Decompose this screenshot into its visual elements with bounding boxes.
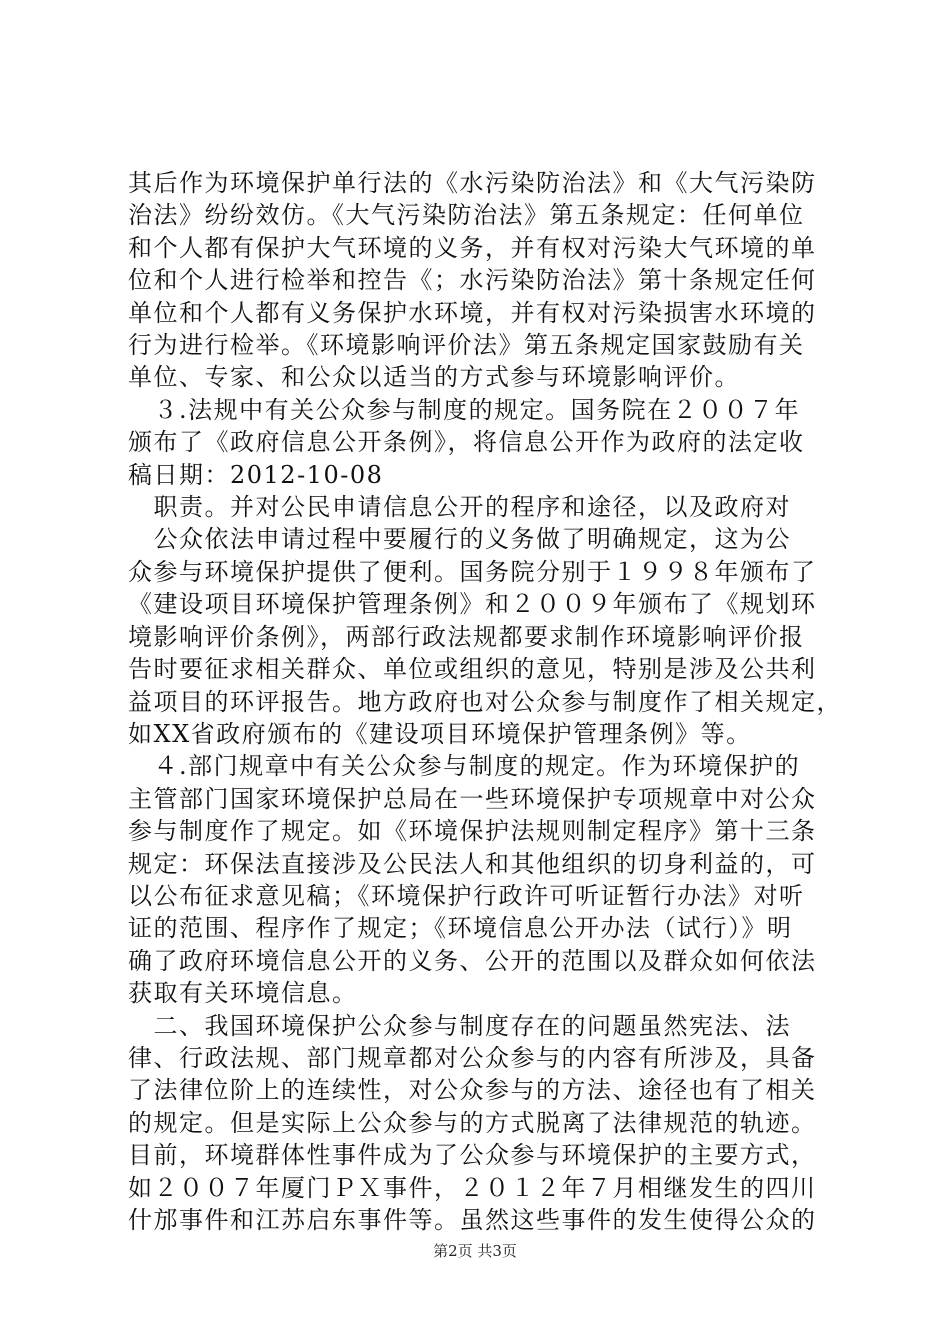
text-line: 职责。并对公民申请信息公开的程序和途径，以及政府对 [128,493,791,521]
text-line: 主管部门国家环境保护总局在一些环境保护专项规章中对公众 [128,785,817,813]
text-line: 了法律位阶上的连续性，对公众参与的方法、途径也有了相关 [128,1076,817,1104]
text-line: 获取有关环境信息。 [128,979,358,1007]
text-line: 什邡事件和江苏启东事件等。虽然这些事件的发生使得公众的 [128,1206,817,1234]
text-line: 如XX省政府颁布的《建设项目环境保护管理条例》等。 [128,720,752,748]
text-line: 境影响评价条例》，两部行政法规都要求制作环境影响评价报 [128,623,805,651]
text-line: 以公布征求意见稿；《环境保护行政许可听证暂行办法》对听 [128,882,805,910]
text-line: 行为进行检举。《环境影响评价法》第五条规定国家鼓励有关 [128,331,805,359]
text-line: 其后作为环境保护单行法的《水污染防治法》和《大气污染防 [128,169,817,197]
text-line: 规定：环保法直接涉及公民法人和其他组织的切身利益的，可 [128,850,817,878]
text-line: 公众依法申请过程中要履行的义务做了明确规定，这为公 [128,525,791,553]
text-line: 告时要征求相关群众、单位或组织的意见，特别是涉及公共利 [128,655,817,683]
text-line: 益项目的环评报告。地方政府也对公众参与制度作了相关规定， [128,688,842,716]
text-line: 如２００７年厦门ＰＸ事件，２０１２年７月相继发生的四川 [128,1174,817,1202]
page-number-footer: 第2页 共3页 [433,1242,517,1260]
text-line: ３.法规中有关公众参与制度的规定。国务院在２００７年 [128,396,801,424]
text-line: 和个人都有保护大气环境的义务，并有权对污染大气环境的单 [128,234,817,262]
text-line: 单位、专家、和公众以适当的方式参与环境影响评价。 [128,363,740,391]
text-line: 位和个人进行检举和控告《；水污染防治法》第十条规定任何 [128,266,817,294]
text-line: 治法》纷纷效仿。《大气污染防治法》第五条规定：任何单位 [128,201,805,229]
text-line: 单位和个人都有义务保护水环境，并有权对污染损害水环境的 [128,299,817,327]
text-line: 确了政府环境信息公开的义务、公开的范围以及群众如何依法 [128,947,817,975]
text-line: 目前，环境群体性事件成为了公众参与环境保护的主要方式， [128,1141,817,1169]
text-line: 颁布了《政府信息公开条例》，将信息公开作为政府的法定收 [128,428,805,456]
text-line: 律、行政法规、部门规章都对公众参与的内容有所涉及，具备 [128,1044,817,1072]
text-line: 证的范围、程序作了规定；《环境信息公开办法（试行）》明 [128,914,793,942]
text-line: ４.部门规章中有关公众参与制度的规定。作为环境保护的 [128,752,801,780]
text-line: 《建设项目环境保护管理条例》和２００９年颁布了《规划环 [128,590,817,618]
text-line: 众参与环境保护提供了便利。国务院分别于１９９８年颁布了 [128,558,817,586]
text-line: 参与制度作了规定。如《环境保护法规则制定程序》第十三条 [128,817,817,845]
received-date-line: 稿日期：2012-10-08 [128,461,384,489]
text-line: 二、我国环境保护公众参与制度存在的问题虽然宪法、法 [128,1012,791,1040]
text-line: 的规定。但是实际上公众参与的方式脱离了法律规范的轨迹。 [128,1109,817,1137]
